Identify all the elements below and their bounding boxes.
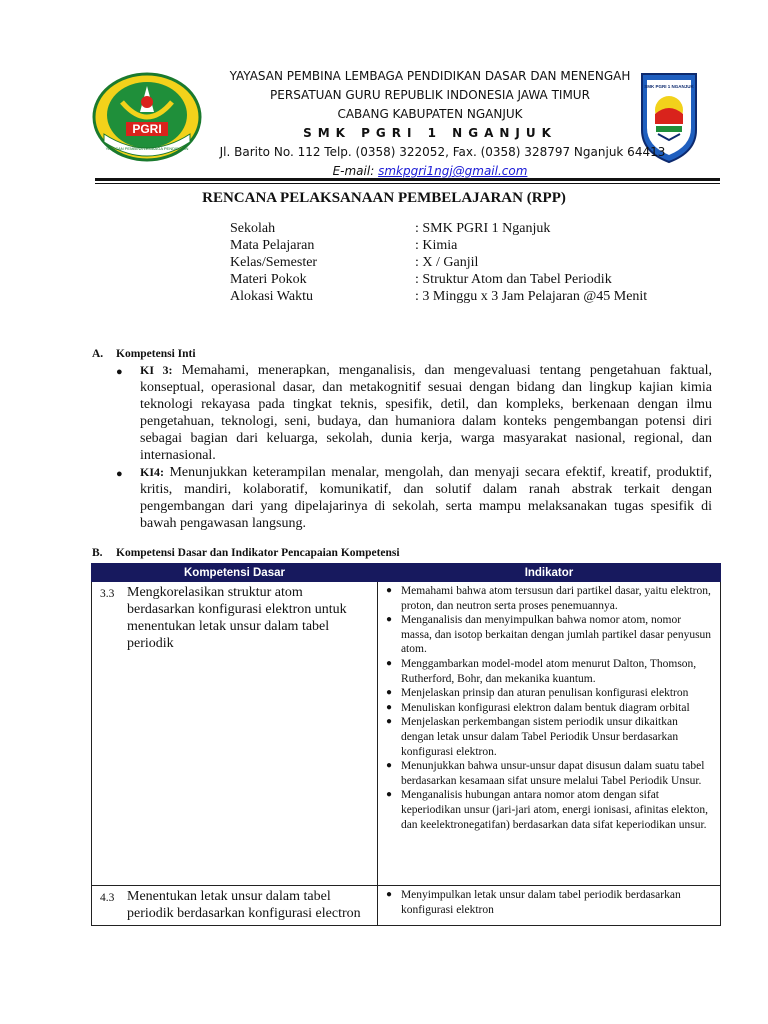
school-logo-text: SMK PGRI 1 NGANJUK bbox=[644, 84, 694, 89]
kd-number: 4.3 bbox=[100, 892, 115, 904]
letterhead-rule-thick bbox=[95, 178, 720, 181]
table-row bbox=[92, 582, 721, 886]
section-a-heading bbox=[92, 348, 196, 360]
pgri-logo-text: PGRI bbox=[132, 122, 162, 136]
pgri-logo-ribbon: YAYASAN PEMBINA LEMBAGA PENDIDIKAN bbox=[105, 146, 189, 151]
ki3-paragraph bbox=[140, 362, 712, 464]
ki4-text: Menunjukkan keterampilan menalar, mengolah, dan menyaji secara efektif, kreatif, produktif, kritis, mandiri, kolaboratif, komunikatif, dan solutif dalam ranah abstrak terkait dengan pengembangan dari yang dipelajarinya di sekolah, serta mampu melaksanakan tugas spesifik di bawah pengawasan langsung. bbox=[140, 465, 713, 531]
bullet-icon: ● bbox=[385, 657, 392, 669]
table-header-row bbox=[92, 564, 721, 582]
bullet-icon: ● bbox=[385, 687, 392, 699]
kd-number: 3.3 bbox=[100, 588, 115, 600]
kd-cell bbox=[92, 886, 378, 926]
list-item bbox=[385, 715, 712, 759]
indicator-text: Menjelaskan prinsip dan aturan penulisan konfigurasi elektron bbox=[400, 687, 689, 700]
table-row bbox=[92, 886, 721, 926]
email-label: E-mail: bbox=[332, 164, 379, 178]
section-a-letter: A. bbox=[92, 348, 104, 360]
ki3-code: KI 3: bbox=[140, 363, 173, 377]
section-b-title: Kompetensi Dasar dan Indikator Pencapaian Kompetensi bbox=[116, 547, 400, 559]
info-row bbox=[230, 288, 647, 305]
bullet-icon: ● bbox=[116, 468, 123, 480]
info-row bbox=[230, 254, 647, 271]
bullet-icon: ● bbox=[385, 760, 392, 772]
kd-text: Menentukan letak unsur dalam tabel periodik berdasarkan konfigurasi electron bbox=[127, 889, 361, 921]
ki3-text: Memahami, menerapkan, menganalisis, dan mengevaluasi tentang pengetahuan faktual, konseptual, operasional dasar, dan metakognitif sesuai dengan bidang dan lingkup kajian kimia teknologi rekayasa pada tingkat teknis, spesifik, detil, dan kompleks, berkenaan dengan ilmu pengetahuan, teknologi, seni, budaya, dan humaniora dalam konteks pengembangan potensi diri sebagai bagian dari keluarga, sekolah, dunia kerja, warga masyarakat nasional, regional, dan internasional. bbox=[140, 363, 713, 463]
indicator-text: Menuliskan konfigurasi elektron dalam bentuk diagram orbital bbox=[400, 701, 690, 714]
indicator-list bbox=[378, 888, 720, 921]
list-item bbox=[385, 686, 712, 701]
indicator-list bbox=[378, 584, 720, 840]
kd-text: Mengkorelasikan struktur atom berdasarkan konfigurasi elektron untuk menentukan letak unsur dalam tabel periodik bbox=[127, 585, 347, 651]
letterhead-rule-thin bbox=[95, 183, 720, 184]
bullet-icon: ● bbox=[385, 585, 392, 596]
ki4-code: KI4: bbox=[140, 465, 164, 479]
letterhead-school: SMK PGRI 1 NGANJUK bbox=[303, 126, 557, 140]
bullet-icon: ● bbox=[385, 614, 392, 626]
bullet-icon: ● bbox=[385, 701, 392, 713]
letterhead bbox=[180, 67, 680, 181]
bullet-icon: ● bbox=[385, 889, 392, 900]
letterhead-address: Jl. Barito No. 112 Telp. (0358) 322052, Fax. (0358) 328797 Nganjuk 64413 bbox=[219, 145, 666, 159]
info-row bbox=[230, 271, 647, 288]
info-value: : Kimia bbox=[415, 238, 458, 253]
bullet-icon: ● bbox=[385, 716, 392, 728]
info-value: : 3 Minggu x 3 Jam Pelajaran @45 Menit bbox=[415, 289, 648, 304]
competency-table bbox=[91, 563, 721, 926]
letterhead-branch: CABANG KABUPATEN NGANJUK bbox=[337, 107, 523, 121]
indicator-text: Menganalisis dan menyimpulkan bahwa nomor atom, nomor massa, dan isotop berkaitan dengan jumlah partikel dasar penyusun atom. bbox=[400, 614, 712, 656]
bullet-icon: ● bbox=[385, 789, 392, 801]
ki4-paragraph bbox=[140, 464, 712, 532]
list-item bbox=[385, 657, 712, 686]
info-value: : X / Ganjil bbox=[415, 255, 479, 270]
document-title: RENCANA PELAKSANAAN PEMBELAJARAN (RPP) bbox=[202, 190, 566, 206]
section-b-heading bbox=[92, 547, 400, 559]
info-label: Sekolah bbox=[230, 221, 276, 236]
list-item bbox=[385, 759, 712, 788]
bullet-icon: ● bbox=[116, 366, 123, 378]
list-item bbox=[385, 701, 712, 716]
list-item bbox=[385, 788, 712, 832]
email-link[interactable]: smkpgri1ngj@gmail.com bbox=[378, 164, 528, 178]
indicator-text: Memahami bahwa atom tersusun dari partikel dasar, yaitu elektron, proton, dan neutron serta proses penemuannya. bbox=[400, 585, 711, 612]
section-a-title: Kompetensi Inti bbox=[116, 348, 196, 360]
info-value: : SMK PGRI 1 Nganjuk bbox=[415, 221, 551, 236]
info-label: Materi Pokok bbox=[230, 272, 307, 287]
indicator-text: Menganalisis hubungan antara nomor atom dengan sifat keperiodikan unsur (jari-jari atom, energi ionisasi, afinitas elekton, dan keelektronegatifan) berdasarkan data sifat keperiodikan unsur. bbox=[400, 789, 708, 831]
indicator-text: Menyimpulkan letak unsur dalam tabel periodik berdasarkan konfigurasi elektron bbox=[400, 889, 681, 916]
column-header: Indikator bbox=[377, 564, 720, 582]
section-b-letter: B. bbox=[92, 547, 103, 559]
info-label: Mata Pelajaran bbox=[230, 238, 315, 253]
info-label: Alokasi Waktu bbox=[230, 289, 313, 304]
list-item bbox=[385, 613, 712, 657]
info-row bbox=[230, 237, 647, 254]
indicator-text: Menggambarkan model-model atom menurut Dalton, Thomson, Rutherford, Bohr, dan mekanika kuantum. bbox=[400, 657, 697, 685]
info-row bbox=[230, 220, 647, 237]
indicator-cell bbox=[377, 886, 720, 926]
indicator-text: Menjelaskan perkembangan sistem periodik unsur dikaitkan dengan letak unsur dalam Tabel Periodik Unsur berdasarkan konfigurasi elektron. bbox=[400, 716, 679, 758]
info-label: Kelas/Semester bbox=[230, 255, 318, 270]
identity-info bbox=[230, 220, 647, 305]
indicator-cell bbox=[377, 582, 720, 886]
info-value: : Struktur Atom dan Tabel Periodik bbox=[415, 272, 612, 287]
list-item bbox=[385, 888, 712, 917]
indicator-text: Menunjukkan bahwa unsur-unsur dapat disusun dalam suatu tabel berdasarkan kesamaan sifat unsure melalui Tabel Periodik Unsur. bbox=[400, 760, 705, 787]
list-item bbox=[385, 584, 712, 613]
column-header: Kompetensi Dasar bbox=[92, 564, 378, 582]
kd-cell bbox=[92, 582, 378, 886]
letterhead-foundation: YAYASAN PEMBINA LEMBAGA PENDIDIKAN DASAR DAN MENENGAH bbox=[229, 69, 631, 83]
letterhead-association: PERSATUAN GURU REPUBLIK INDONESIA JAWA TIMUR bbox=[270, 88, 590, 102]
